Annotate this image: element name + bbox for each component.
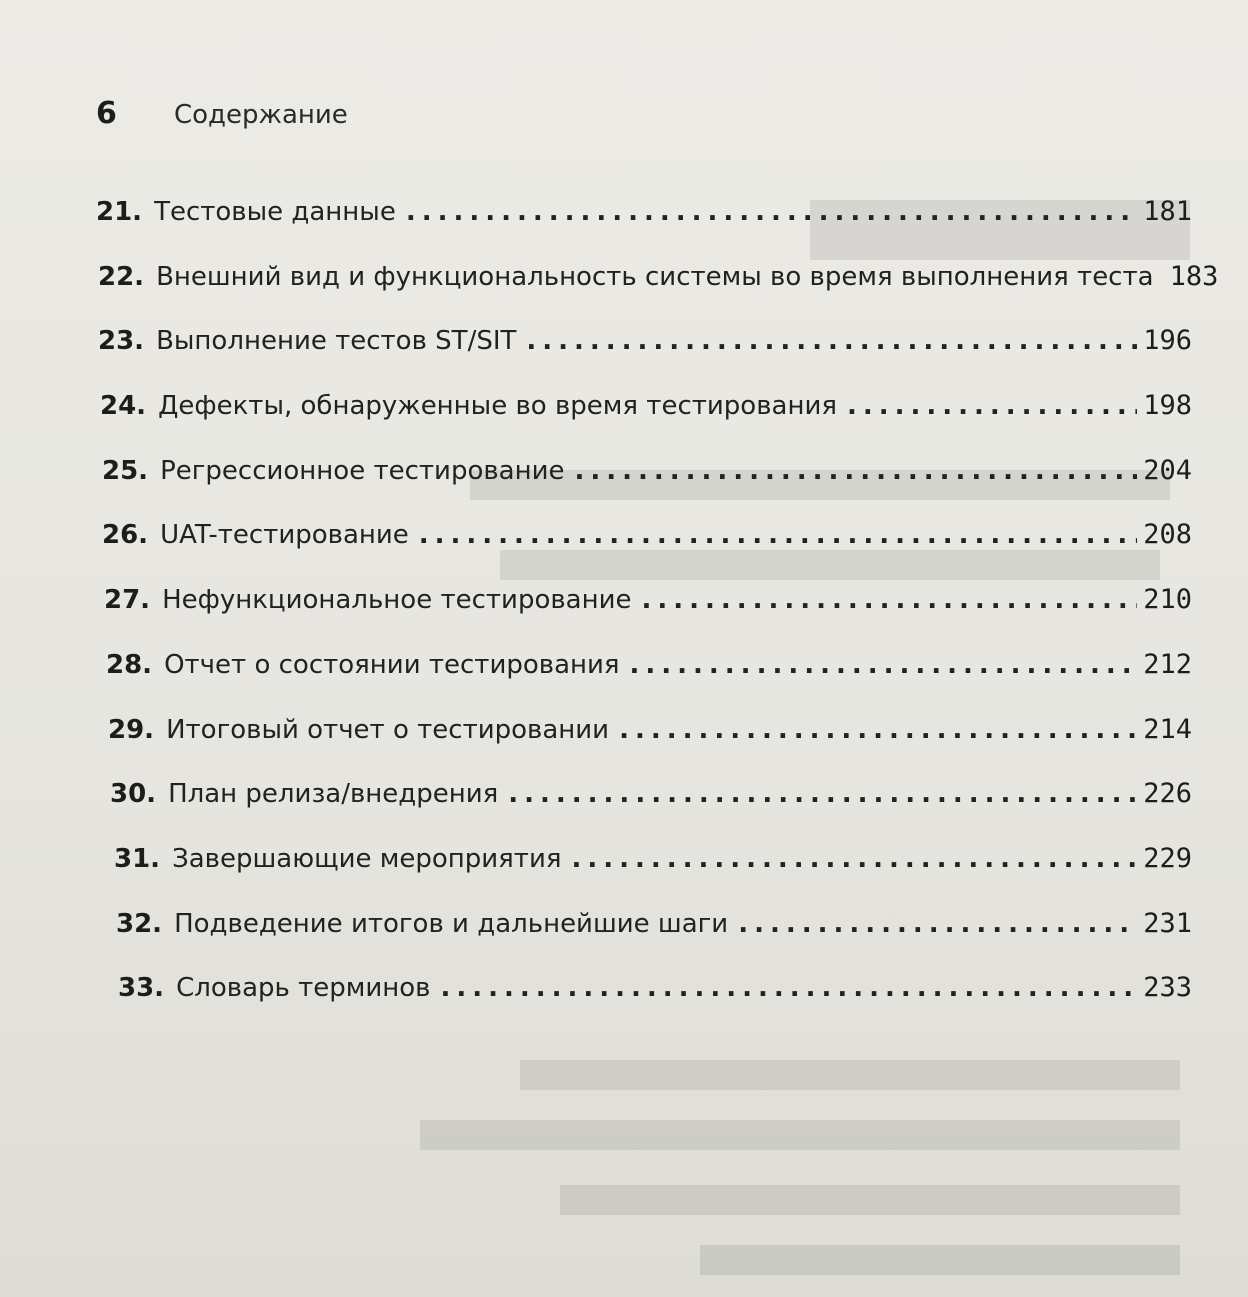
toc-entry-title: План релиза/внедрения xyxy=(168,779,499,810)
toc-entry xyxy=(96,325,1192,390)
running-head-title: Содержание xyxy=(174,100,348,130)
toc-entry-page: 231 xyxy=(1143,907,1192,939)
toc-dot-leader xyxy=(630,650,1138,680)
toc-entry xyxy=(96,649,1192,714)
toc-entry-page: 233 xyxy=(1143,972,1192,1004)
toc-entry-number: 21. xyxy=(96,197,143,227)
toc-entry-page: 208 xyxy=(1143,519,1192,551)
toc-entry-number: 31. xyxy=(114,843,161,874)
toc-entry-page: 198 xyxy=(1143,390,1192,422)
toc-dot-leader xyxy=(406,197,1137,227)
toc-dot-leader xyxy=(642,585,1138,615)
toc-entry-page: 214 xyxy=(1143,713,1192,745)
toc-entry xyxy=(96,843,1192,908)
toc-dot-leader xyxy=(508,779,1137,809)
toc-entry-title: UAT-тестирование xyxy=(160,520,409,551)
toc-entry-title: Внешний вид и функциональность системы во время выполнения теста xyxy=(156,261,1154,292)
toc-entry-page: 210 xyxy=(1143,584,1192,616)
toc-entry-title: Регрессионное тестирование xyxy=(160,455,565,486)
toc-entry xyxy=(96,196,1192,261)
toc-dot-leader xyxy=(440,973,1137,1003)
toc-entry xyxy=(96,455,1192,520)
toc-entry-title: Нефункциональное тестирование xyxy=(162,585,632,616)
toc-dot-leader xyxy=(526,326,1137,356)
toc-entry-number: 24. xyxy=(100,391,147,422)
toc-dot-leader xyxy=(619,715,1137,745)
toc-entry-number: 22. xyxy=(98,261,145,292)
toc-entry-title: Подведение итогов и дальнейшие шаги xyxy=(174,908,729,939)
toc-entry-page: 226 xyxy=(1143,778,1192,810)
running-head xyxy=(96,96,348,131)
table-of-contents xyxy=(96,196,1219,1037)
toc-entry xyxy=(96,390,1192,455)
page-number: 6 xyxy=(96,96,117,131)
toc-entry-title: Выполнение тестов ST/SIT xyxy=(156,326,517,357)
toc-entry-title: Итоговый отчет о тестировании xyxy=(166,714,610,745)
toc-entry xyxy=(96,260,1219,326)
toc-dot-leader xyxy=(572,844,1138,874)
toc-entry-page: 212 xyxy=(1143,648,1192,680)
toc-entry xyxy=(96,972,1192,1037)
toc-entry-number: 29. xyxy=(108,714,155,745)
toc-entry-number: 26. xyxy=(102,520,149,551)
toc-entry-page: 229 xyxy=(1143,842,1192,874)
toc-entry-number: 30. xyxy=(110,779,157,810)
toc-dot-leader xyxy=(738,909,1137,939)
toc-entry-number: 28. xyxy=(106,649,153,680)
toc-entry xyxy=(96,584,1192,649)
toc-entry-page: 181 xyxy=(1143,196,1192,227)
toc-entry-title: Тестовые данные xyxy=(154,197,396,227)
toc-entry-number: 27. xyxy=(104,585,151,616)
toc-entry-title: Завершающие мероприятия xyxy=(172,843,562,874)
toc-entry-number: 33. xyxy=(118,973,165,1004)
toc-entry-number: 23. xyxy=(98,326,145,357)
toc-entry xyxy=(96,714,1192,779)
toc-entry-title: Дефекты, обнаруженные во время тестирования xyxy=(158,391,837,422)
toc-entry-title: Отчет о состоянии тестирования xyxy=(164,649,620,680)
toc-entry-page: 204 xyxy=(1143,454,1192,486)
toc-dot-leader xyxy=(419,520,1137,550)
toc-entry-title: Словарь терминов xyxy=(176,973,431,1004)
toc-entry-number: 25. xyxy=(102,455,149,486)
toc-entry xyxy=(96,519,1192,584)
toc-entry-page: 183 xyxy=(1169,260,1219,292)
toc-entry-number: 32. xyxy=(116,908,163,939)
toc-dot-leader xyxy=(575,456,1138,486)
toc-entry xyxy=(96,908,1192,973)
toc-entry-page: 196 xyxy=(1143,325,1192,357)
toc-dot-leader xyxy=(847,391,1137,421)
toc-entry xyxy=(96,778,1192,843)
